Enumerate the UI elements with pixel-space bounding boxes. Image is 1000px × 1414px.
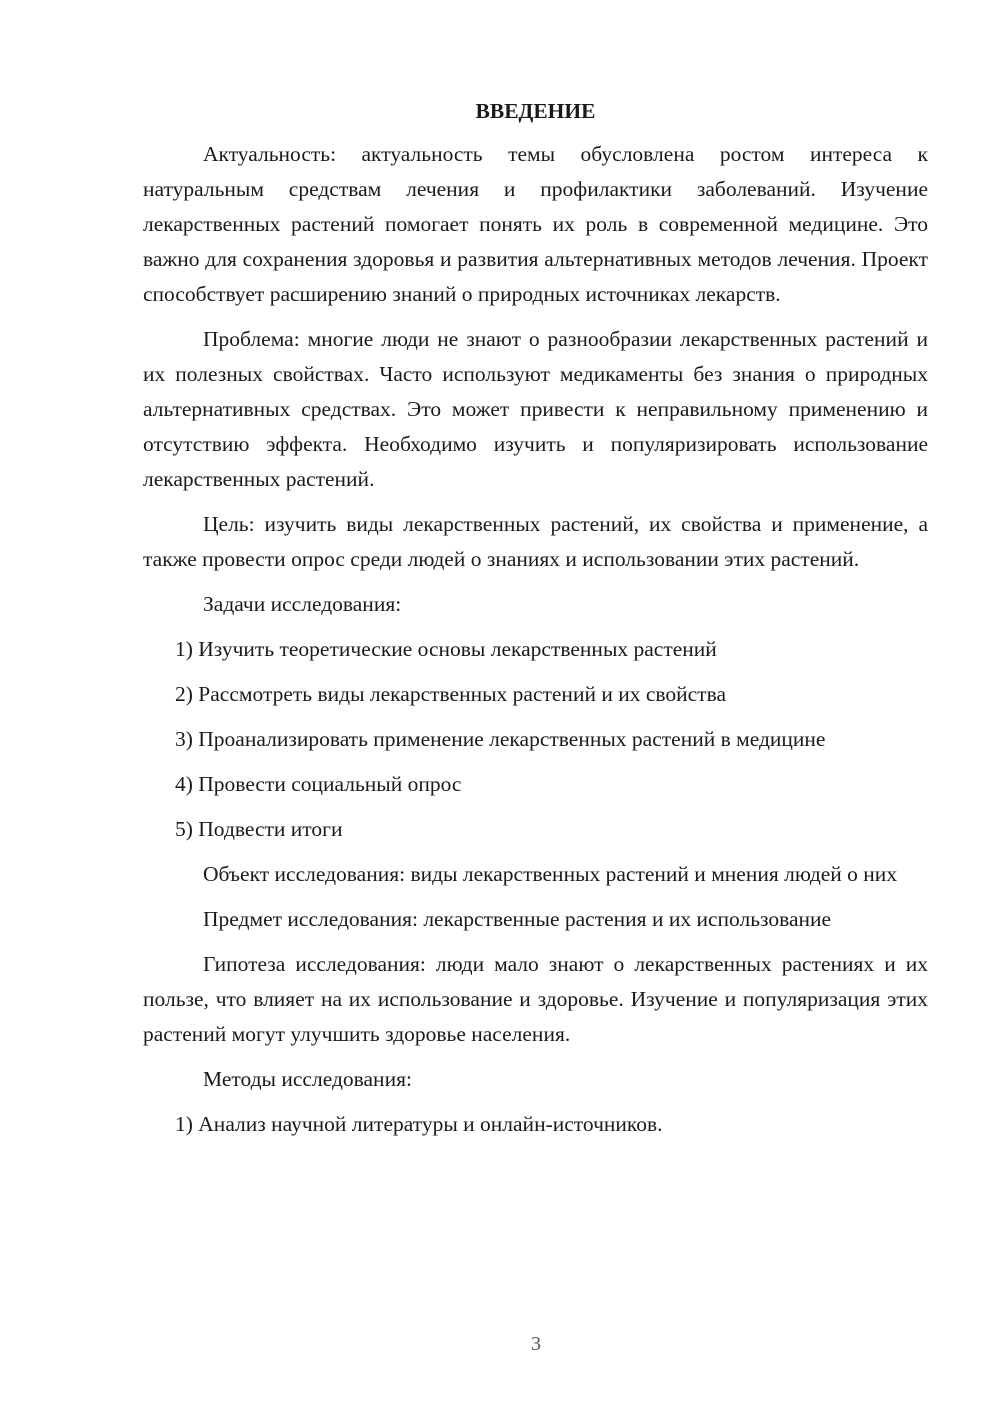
relevance-paragraph: Актуальность: актуальность темы обусловлена ростом интереса к натуральным средствам лечения и профилактики заболеваний. Изучение лекарственных растений помогает понять их роль в современной медицине. Это важно для сохранения здоровья и развития альтернативных методов лечения. Проект способствует расширению знаний о природных источниках лекарств. [143,142,928,306]
tasks-list [143,632,928,847]
methods-heading: Методы исследования: [203,1067,412,1091]
page-content [143,95,928,1152]
problem-paragraph: Проблема: многие люди не знают о разнообразии лекарственных растений и их полезных свойствах. Часто используют медикаменты без знания о природных альтернативных средствах. Это может привести к неправильному применению и отсутствию эффекта. Необходимо изучить и популяризировать использование лекарственных растений. [143,327,928,491]
task-item: 4) Провести социальный опрос [175,772,462,796]
task-item: 1) Изучить теоретические основы лекарственных растений [175,637,717,661]
goal-paragraph: Цель: изучить виды лекарственных растений, их свойства и применение, а также провести опрос среди людей о знаниях и использовании этих растений. [143,512,928,571]
page-number: 3 [531,1333,541,1355]
method-item: 1) Анализ научной литературы и онлайн-источников. [175,1112,663,1136]
tasks-heading: Задачи исследования: [203,592,402,616]
task-item: 5) Подвести итоги [175,817,343,841]
section-title: ВВЕДЕНИЕ [475,99,596,123]
object-paragraph: Объект исследования: виды лекарственных растений и мнения людей о них [203,862,898,886]
task-item: 3) Проанализировать применение лекарственных растений в медицине [175,727,826,751]
subject-paragraph: Предмет исследования: лекарственные растения и их использование [203,907,832,931]
hypothesis-paragraph: Гипотеза исследования: люди мало знают о лекарственных растениях и их пользе, что влияет на их использование и здоровье. Изучение и популяризация этих растений могут улучшить здоровье населения. [143,952,928,1046]
task-item: 2) Рассмотреть виды лекарственных растений и их свойства [175,682,726,706]
methods-list [143,1107,928,1142]
